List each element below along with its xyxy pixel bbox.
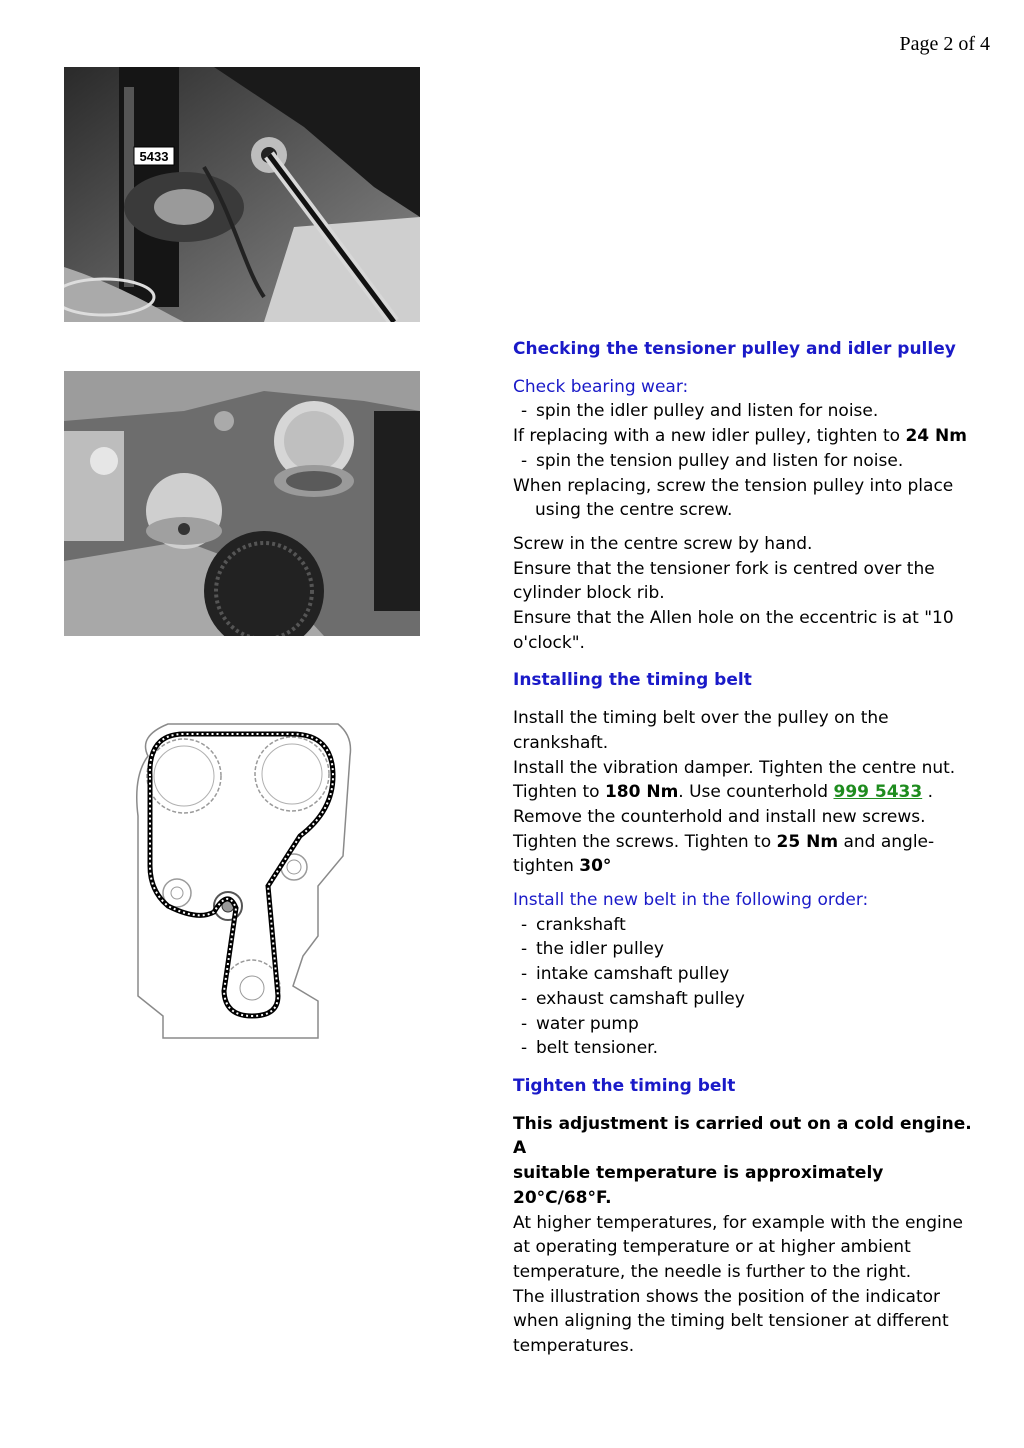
heading-checking: Checking the tensioner pulley and idler pulley (513, 339, 956, 359)
order-item: - intake camshaft pulley (513, 962, 983, 987)
tool-photo (64, 67, 420, 322)
tighten-line-6: temperatures. (513, 1336, 635, 1357)
subheading-bearing-wear: Check bearing wear: (513, 376, 689, 397)
install-line-1: Install the timing belt over the pulley on the (513, 708, 889, 729)
tighten-line-5: when aligning the timing belt tensioner at different (513, 1311, 949, 1332)
instructions-column (513, 337, 983, 1359)
cold-engine-note-2: suitable temperature is approximately 20°C/68°F. (513, 1163, 884, 1208)
replace-line-cont: using the centre screw. (535, 500, 733, 521)
para-allen-a: Ensure that the Allen hole on the eccentric is at "10 (513, 608, 954, 629)
tighten-line-4: The illustration shows the position of the indicator (513, 1286, 941, 1307)
para-fork-a: Ensure that the tensioner fork is centred over the (513, 558, 935, 579)
replace-line: When replacing, screw the tension pulley into place (513, 475, 954, 496)
install-line-4: Tighten to 180 Nm. Use counterhold 999 5433 . (513, 782, 934, 803)
order-item: - exhaust camshaft pulley (513, 987, 983, 1012)
cold-engine-note-1: This adjustment is carried out on a cold engine. A (513, 1113, 972, 1159)
tighten-line-1: At higher temperatures, for example with the engine (513, 1212, 963, 1233)
install-line-5: Remove the counterhold and install new screws. (513, 806, 926, 827)
order-item: - belt tensioner. (513, 1036, 983, 1061)
install-line-2: crankshaft. (513, 732, 609, 753)
order-item: - water pump (513, 1012, 983, 1037)
tighten-line-2: at operating temperature or at higher ambient (513, 1237, 911, 1258)
timing-belt-diagram (128, 716, 356, 1042)
tighten-line-3: temperature, the needle is further to the right. (513, 1261, 912, 1282)
page-number: Page 2 of 4 (899, 33, 990, 55)
para-centre-screw: Screw in the centre screw by hand. (513, 533, 813, 554)
step-tension: - spin the tension pulley and listen for noise. (513, 449, 983, 474)
install-line-3: Install the vibration damper. Tighten the centre nut. (513, 757, 956, 778)
tool-label: 5433 (139, 149, 169, 164)
para-allen-b: o'clock". (513, 632, 585, 653)
order-heading: Install the new belt in the following order: (513, 890, 869, 911)
install-line-6: Tighten the screws. Tighten to 25 Nm and angle- (513, 831, 935, 852)
install-line-7: tighten 30° (513, 856, 612, 877)
step-idler: - spin the idler pulley and listen for noise. (513, 399, 983, 424)
para-fork-b: cylinder block rib. (513, 583, 665, 604)
pulleys-photo (64, 371, 420, 636)
order-item: - crankshaft (513, 913, 983, 938)
heading-tighten: Tighten the timing belt (513, 1075, 736, 1096)
heading-installing: Installing the timing belt (513, 670, 752, 691)
order-item: - the idler pulley (513, 937, 983, 962)
counterhold-link[interactable]: 999 5433 (833, 782, 923, 803)
idler-torque-line: If replacing with a new idler pulley, tighten to 24 Nm (513, 426, 967, 447)
